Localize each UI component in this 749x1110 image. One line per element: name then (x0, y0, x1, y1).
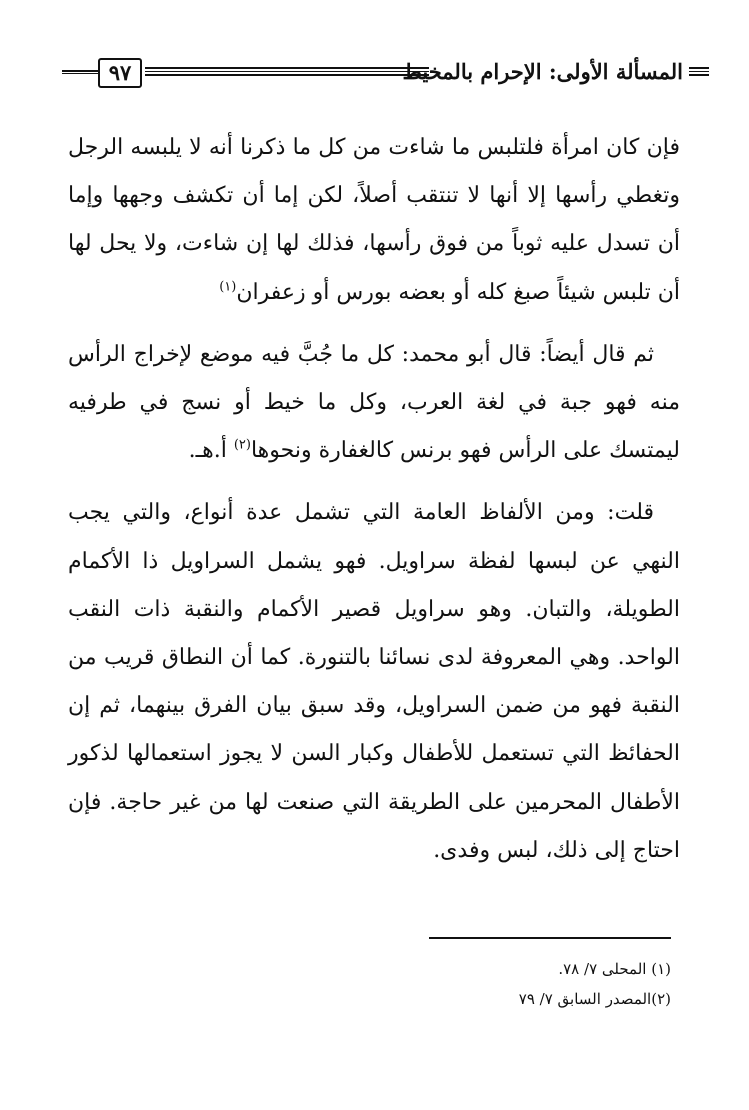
page-header-title: المسألة الأولى: الإحرام بالمخيط (402, 59, 683, 84)
paragraph-text: ثم قال أيضاً: قال أبو محمد: كل ما جُبَّ فيه موضع لإخراج الرأس منه فهو جبة في لغة العرب، وكل ما خيط أو نسج في طرفيه ليمتسك على الرأس فهو برنس كالغفارة ونحوها (68, 341, 680, 464)
paragraph-tail: أ.هـ. (188, 438, 234, 464)
paragraph-1 (68, 124, 680, 317)
header-rule-left (62, 70, 98, 74)
header-rule-main (145, 67, 429, 76)
paragraph-text: قلت: ومن الألفاظ العامة التي تشمل عدة أنواع، والتي يجب النهي عن لبسها لفظة سراويل. فهو يشمل السراويل ذا الأكمام الطويلة، والتبان. وهو سراويل قصير الأكمام والنقبة ذات النقب الواحد. وهي المعروفة لدى نسائنا بالتنورة. كما أن النطاق قريب من النقبة فهو من ضمن السراويل، وقد سبق بيان الفرق بينهما، ثم إن الحفائظ التي تستعمل للأطفال وكبار السن لا يجوز استعمالها لذكور الأطفال المحرمين على الطريقة التي صنعت لها من غير حاجة. فإن احتاج إلى ذلك، لبس وفدى. (68, 500, 680, 863)
footnote-2: (٢)المصدر السابق ٧/ ٧٩ (518, 990, 671, 1008)
page-number: ٩٧ (98, 58, 142, 88)
paragraph-text: فإن كان امرأة فلتلبس ما شاءت من كل ما ذكرنا أنه لا يلبسه الرجل وتغطي رأسها إلا أنها لا تنتقب أصلاً، لكن إما أن تكشف وجهها وإما أن تسدل عليه ثوباً من فوق رأسها، فذلك لها إن شاءت، ولا يحل لها أن تلبس شيئاً صبغ كله أو بعضه بورس أو زعفران (68, 135, 680, 305)
footnote-1: (١) المحلى ٧/ ٧٨. (558, 960, 671, 978)
footnotes (341, 954, 671, 1014)
paragraph-3 (68, 489, 680, 875)
paragraph-2 (68, 331, 680, 476)
footnote-ref-2: (٢) (233, 437, 251, 453)
footnote-ref-1: (١) (219, 279, 237, 295)
header-rule-right (689, 67, 709, 76)
body-text (68, 124, 680, 875)
footnote-separator (429, 937, 671, 939)
